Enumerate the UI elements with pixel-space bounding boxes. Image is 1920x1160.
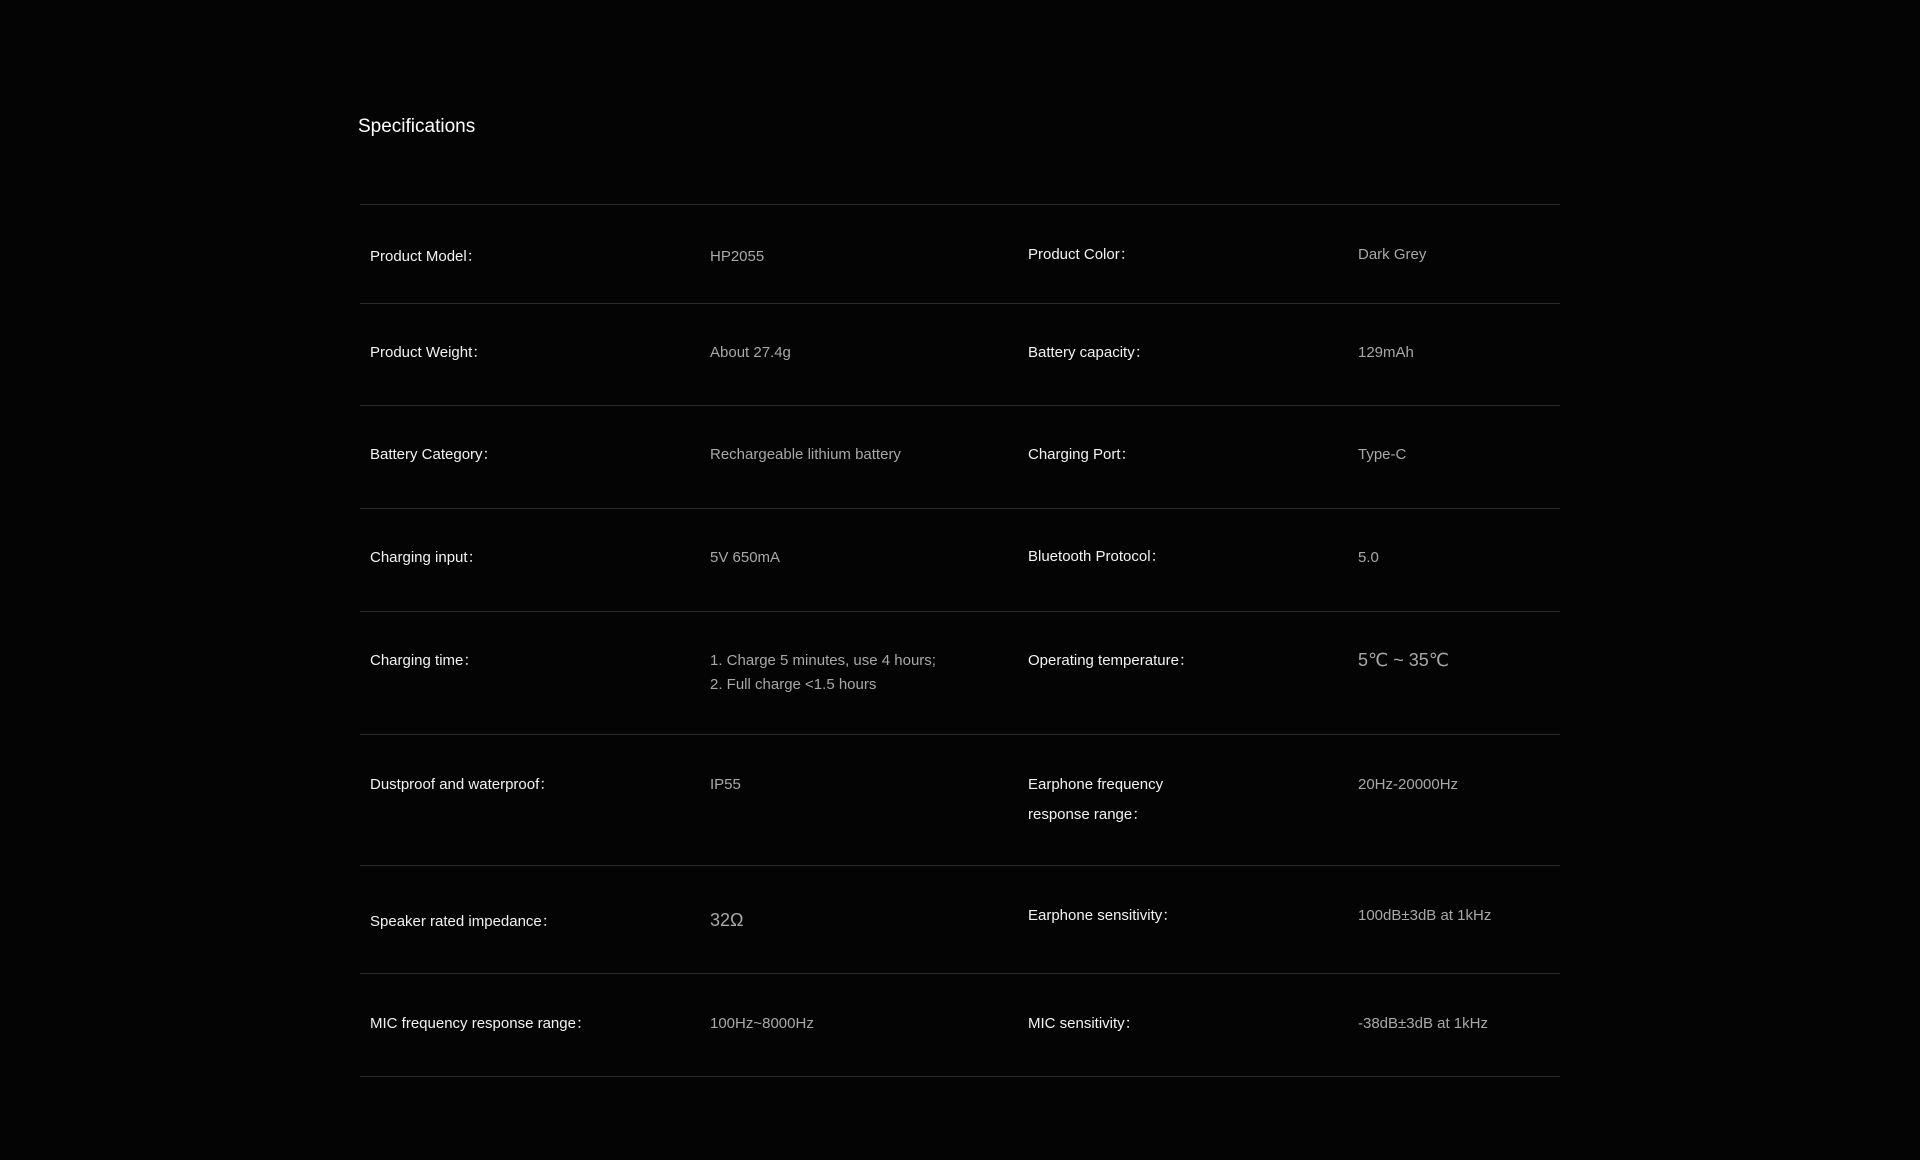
table-row <box>360 406 1560 509</box>
spec-value: Type-C <box>1358 446 1407 463</box>
spec-value: 20Hz-20000Hz <box>1358 776 1459 793</box>
spec-label: Dustproof and waterproof： <box>370 776 555 793</box>
table-row <box>360 509 1560 612</box>
table-row <box>360 735 1560 866</box>
spec-label: Charging Port： <box>1028 446 1136 463</box>
spec-label: Operating temperature： <box>1028 652 1194 669</box>
spec-value: About 27.4g <box>710 344 791 361</box>
section-title: Specifications <box>358 116 476 137</box>
spec-label: Product Model： <box>370 248 482 265</box>
spec-label: Product Weight： <box>370 344 488 361</box>
spec-value: 32Ω <box>710 910 744 930</box>
spec-value: 5.0 <box>1358 549 1379 566</box>
spec-label: MIC frequency response range： <box>370 1015 591 1032</box>
table-row <box>360 205 1560 304</box>
spec-label: Bluetooth Protocol： <box>1028 548 1166 565</box>
spec-value: Dark Grey <box>1358 246 1427 263</box>
spec-value: HP2055 <box>710 248 765 265</box>
spec-label: Charging time： <box>370 652 479 669</box>
spec-label: Speaker rated impedance： <box>370 913 557 930</box>
spec-label: MIC sensitivity： <box>1028 1015 1140 1032</box>
spec-value: IP55 <box>710 776 741 793</box>
spec-label: Earphone frequency response range： <box>1028 776 1164 823</box>
spec-value: 100Hz~8000Hz <box>710 1015 814 1032</box>
spec-label: Battery Category： <box>370 446 498 463</box>
spec-label: Product Color： <box>1028 246 1135 263</box>
spec-value: -38dB±3dB at 1kHz <box>1358 1015 1488 1032</box>
spec-value: 5V 650mA <box>710 549 781 566</box>
table-row <box>360 304 1560 406</box>
spec-label: Battery capacity： <box>1028 344 1150 361</box>
spec-label: Earphone sensitivity： <box>1028 907 1178 924</box>
spec-value: 5℃ ~ 35℃ <box>1358 650 1449 670</box>
spec-label: Charging input： <box>370 549 483 566</box>
table-row <box>360 866 1560 974</box>
spec-table <box>360 204 1560 1077</box>
table-row <box>360 974 1560 1077</box>
spec-value: 1. Charge 5 minutes, use 4 hours; 2. Full charge <1.5 hours <box>710 652 936 693</box>
spec-value: 129mAh <box>1358 344 1414 361</box>
spec-value: 100dB±3dB at 1kHz <box>1358 907 1492 924</box>
spec-value: Rechargeable lithium battery <box>710 446 901 463</box>
table-row <box>360 612 1560 735</box>
